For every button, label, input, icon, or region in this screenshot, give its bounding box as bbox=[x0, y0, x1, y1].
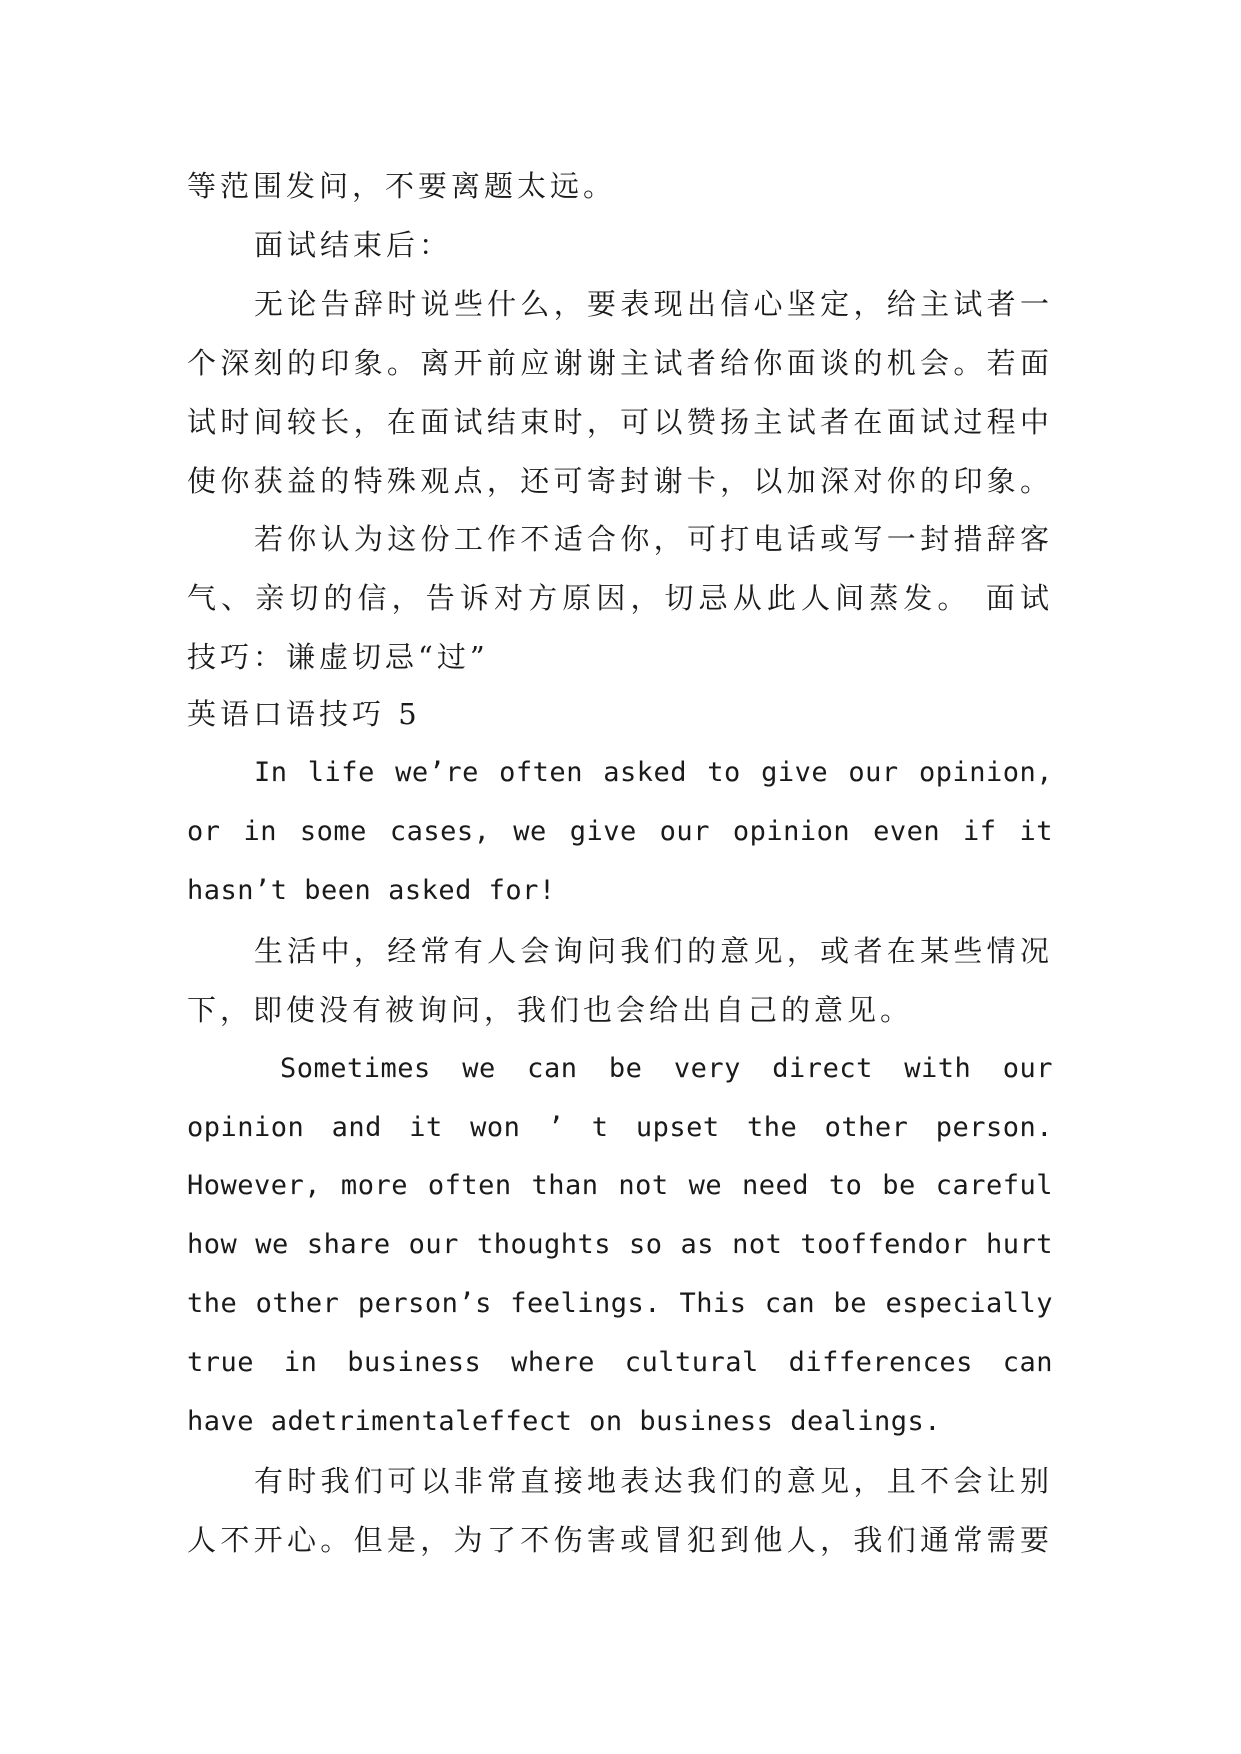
paragraph-line: opinion and it won ’ t upset the other person. bbox=[187, 1112, 1053, 1143]
paragraph-line: how we share our thoughts so as not tooffendor hurt bbox=[187, 1229, 1053, 1260]
paragraph-line: hasn’t been asked for! bbox=[187, 875, 556, 906]
paragraph-line: 等范围发问，不要离题太远。 bbox=[187, 169, 617, 203]
paragraph-line: However, more often than not we need to be careful bbox=[187, 1170, 1053, 1201]
paragraph-line: 使你获益的特殊观点，还可寄封谢卡，以加深对你的印象。 bbox=[187, 464, 1053, 498]
paragraph-line: 下，即使没有被询问，我们也会给出自己的意见。 bbox=[187, 993, 914, 1027]
paragraph-line: Sometimes we can be very direct with our bbox=[280, 1053, 1053, 1084]
paragraph-line: have adetrimentaleffect on business dealings. bbox=[187, 1406, 941, 1437]
paragraph-line: In life we’re often asked to give our opinion, bbox=[254, 757, 1053, 788]
section-heading: 面试结束后： bbox=[254, 228, 453, 262]
paragraph-line: 人不开心。但是，为了不伤害或冒犯到他人，我们通常需要 bbox=[187, 1523, 1053, 1557]
paragraph-line: 若你认为这份工作不适合你，可打电话或写一封措辞客 bbox=[254, 522, 1053, 556]
paragraph-line: true in business where cultural differences can bbox=[187, 1347, 1053, 1378]
paragraph-line: 气、亲切的信，告诉对方原因，切忌从此人间蒸发。 面试 bbox=[187, 581, 1053, 615]
paragraph-line: 无论告辞时说些什么，要表现出信心坚定，给主试者一 bbox=[254, 287, 1053, 321]
section-title: 英语口语技巧 5 bbox=[187, 697, 421, 731]
paragraph-line: 试时间较长，在面试结束时，可以赞扬主试者在面试过程中 bbox=[187, 405, 1053, 439]
paragraph-line: 个深刻的印象。离开前应谢谢主试者给你面谈的机会。若面 bbox=[187, 346, 1053, 380]
paragraph-line: 有时我们可以非常直接地表达我们的意见，且不会让别 bbox=[254, 1464, 1053, 1498]
paragraph-line: the other person’s feelings. This can be especially bbox=[187, 1288, 1053, 1319]
paragraph-line: or in some cases, we give our opinion even if it bbox=[187, 816, 1053, 847]
paragraph-line: 技巧：谦虚切忌“过” bbox=[187, 640, 489, 674]
paragraph-line: 生活中，经常有人会询问我们的意见，或者在某些情况 bbox=[254, 934, 1053, 968]
